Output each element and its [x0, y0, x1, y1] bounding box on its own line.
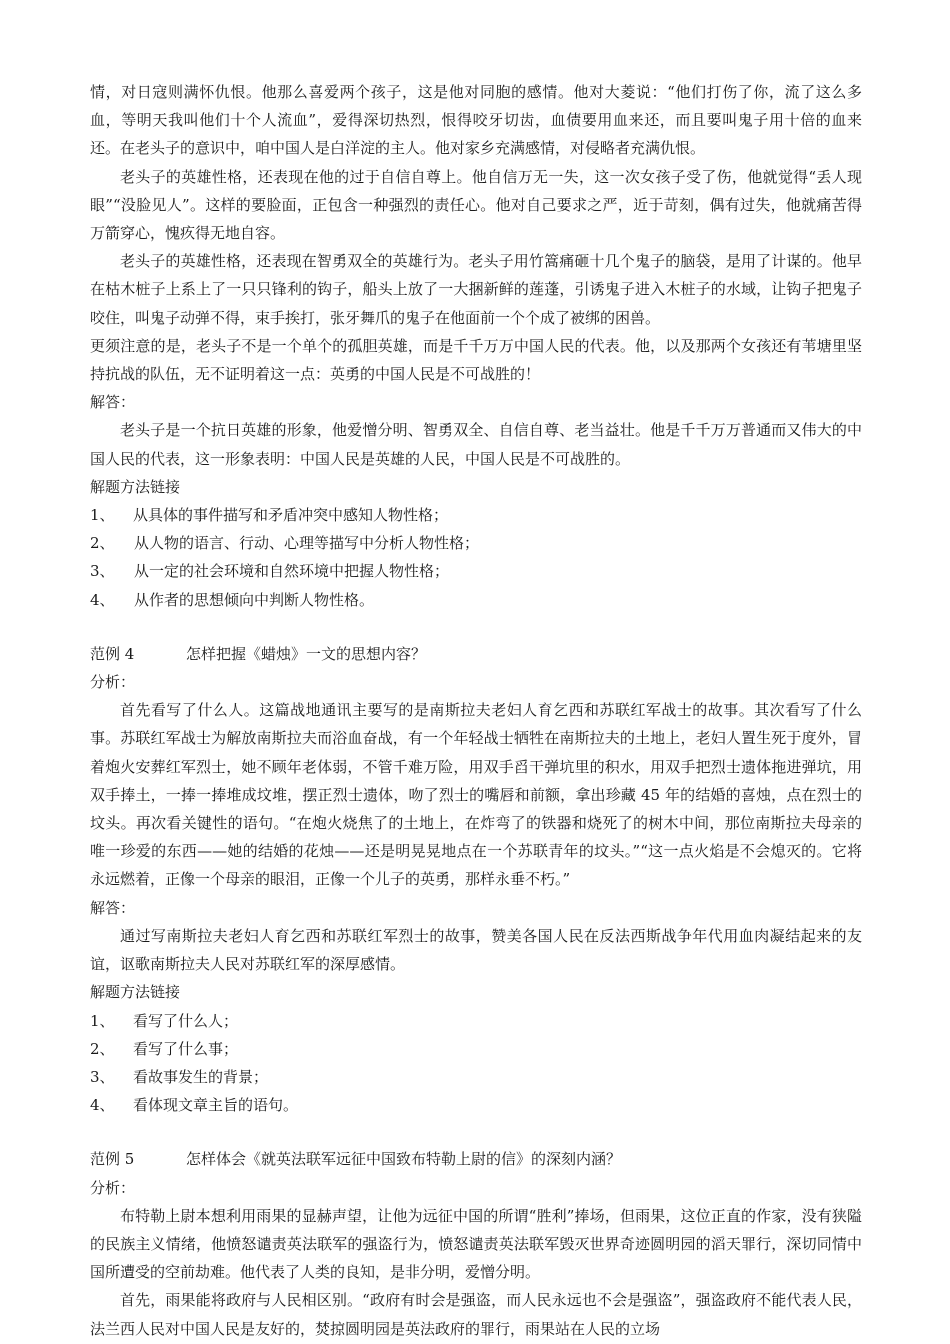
method-item [90, 501, 862, 529]
method-text: 从一定的社会环境和自然环境中把握人物性格； [134, 562, 450, 581]
method-number: 1、 [90, 1011, 115, 1030]
method-text: 看体现文章主旨的语句。 [133, 1096, 299, 1115]
analysis-label: 分析： [90, 673, 136, 692]
method-label: 解题方法链接 [90, 477, 181, 496]
method-text: 从作者的思想倾向中判断人物性格。 [134, 590, 375, 609]
method-number: 2、 [90, 534, 115, 553]
method-text: 从具体的事件描写和矛盾冲突中感知人物性格； [133, 506, 449, 525]
method-text: 看故事发生的背景； [133, 1067, 269, 1086]
body-paragraph: 更须注意的是，老头子不是一个单个的孤胆英雄，而是千千万万中国人民的代表。他，以及那两个女孩还有苇塘里坚持抗战的队伍，无不证明着这一点：英勇的中国人民是不可战胜的！ [90, 336, 862, 384]
method-text: 看写了什么事； [133, 1039, 239, 1058]
analysis-paragraph: 首先看写了什么人。这篇战地通讯主要写的是南斯拉夫老妇人育乞西和苏联红军战士的故事。其次看写了什么事。苏联红军战士为解放南斯拉夫而浴血奋战，有一个年轻战士牺牲在南斯拉夫的土地上，老妇人置生死于度外，冒着炮火安葬红军烈士，她不顾年老体弱，不管千难万险，用双手舀干弹坑里的积水，用双手把烈士遗体拖进弹坑，用双手捧土，一捧一捧堆成坟堆，摆正烈士遗体，吻了烈士的嘴唇和前额，拿出珍藏 45 年的结婚的喜烛，点在烈士的坟头。再次看关键性的语句。“在炮火烧焦了的土地上，在炸弯了的铁器和烧死了的树木中间，那位南斯拉夫母亲的唯一珍爱的东西——她的结婚的花烛——还是明晃晃地点在一个苏联青年的坟头。”“这一点火焰是不会熄灭的。它将永远燃着，正像一个母亲的眼泪，正像一个儿子的英勇，那样永垂不朽。” [90, 701, 862, 889]
method-item [90, 1091, 862, 1119]
document-page [90, 78, 862, 1343]
method-number: 2、 [90, 1039, 115, 1058]
answer-label: 解答： [90, 898, 136, 917]
section-spacer [90, 614, 862, 640]
body-paragraph: 老头子的英雄性格，还表现在他的过于自信自尊上。他自信万无一失，这一次女孩子受了伤，他就觉得“丢人现眼”“没脸见人”。这样的要脸面，正包含一种强烈的责任心。他对自己要求之严，近于苛刻，偶有过失，他就痛苦得万箭穿心，愧疚得无地自容。 [90, 167, 862, 243]
method-item [90, 1063, 862, 1091]
method-text: 看写了什么人； [133, 1011, 239, 1030]
method-label: 解题方法链接 [90, 983, 181, 1002]
method-item [90, 1035, 862, 1063]
method-number: 3、 [90, 562, 115, 581]
example-label: 范例 5 [90, 1150, 135, 1169]
example-label: 范例 4 [90, 644, 135, 663]
analysis-label: 分析： [90, 1178, 136, 1197]
analysis-paragraph: 首先，雨果能将政府与人民相区别。“政府有时会是强盗，而人民永远也不会是强盗”，强盗政府不能代表人民，法兰西人民对中国人民是友好的，焚掠圆明园是英法政府的罪行，雨果站在人民的立场 [90, 1291, 862, 1338]
method-number: 1、 [90, 506, 115, 525]
method-number: 4、 [90, 1096, 115, 1115]
example-heading [90, 640, 862, 668]
answer-paragraph: 通过写南斯拉夫老妇人育乞西和苏联红军烈士的故事，赞美各国人民在反法西斯战争年代用血肉凝结起来的友谊，讴歌南斯拉夫人民对苏联红军的深厚感情。 [90, 926, 862, 974]
example-question: 怎样把握《蜡烛》一文的思想内容？ [186, 644, 427, 663]
section-spacer [90, 1119, 862, 1145]
method-number: 4、 [90, 590, 115, 609]
method-item [90, 557, 862, 585]
answer-paragraph: 老头子是一个抗日英雄的形象，他爱憎分明、智勇双全、自信自尊、老当益壮。他是千千万万普通而又伟大的中国人民的代表，这一形象表明：中国人民是英雄的人民，中国人民是不可战胜的。 [90, 421, 862, 468]
method-item [90, 529, 862, 557]
method-number: 3、 [90, 1067, 115, 1086]
body-paragraph: 情，对日寇则满怀仇恨。他那么喜爱两个孩子，这是他对同胞的感情。他对大菱说：“他们打伤了你，流了这么多血，等明天我叫他们十个人流血”，爱得深切热烈，恨得咬牙切齿，血债要用血来还，而且要叫鬼子用十倍的血来还。在老头子的意识中，咱中国人是白洋淀的主人。他对家乡充满感情，对侵略者充满仇恨。 [90, 83, 862, 158]
example-question: 怎样体会《就英法联军远征中国致布特勒上尉的信》的深刻内涵？ [186, 1150, 622, 1169]
example-heading [90, 1145, 862, 1173]
method-text: 从人物的语言、行动、心理等描写中分析人物性格； [134, 534, 480, 553]
body-paragraph: 老头子的英雄性格，还表现在智勇双全的英雄行为。老头子用竹篙痛砸十几个鬼子的脑袋，是用了计谋的。他早在枯木桩子上系上了一只只锋利的钩子，船头上放了一大捆新鲜的莲蓬，引诱鬼子进入木桩子的水域，让钩子把鬼子咬住，叫鬼子动弹不得，束手挨打，张牙舞爪的鬼子在他面前一个个成了被绑的困兽。 [90, 252, 862, 327]
answer-label: 解答： [90, 393, 136, 412]
method-item [90, 1007, 862, 1035]
analysis-paragraph: 布特勒上尉本想利用雨果的显赫声望，让他为远征中国的所谓“胜利”捧场，但雨果，这位正直的作家，没有狭隘的民族主义情绪，他愤怒谴责英法联军的强盗行为，愤怒谴责英法联军毁灭世界奇迹圆明园的滔天罪行，深切同情中国所遭受的空前劫难。他代表了人类的良知，是非分明，爱憎分明。 [90, 1206, 862, 1282]
method-item [90, 586, 862, 614]
